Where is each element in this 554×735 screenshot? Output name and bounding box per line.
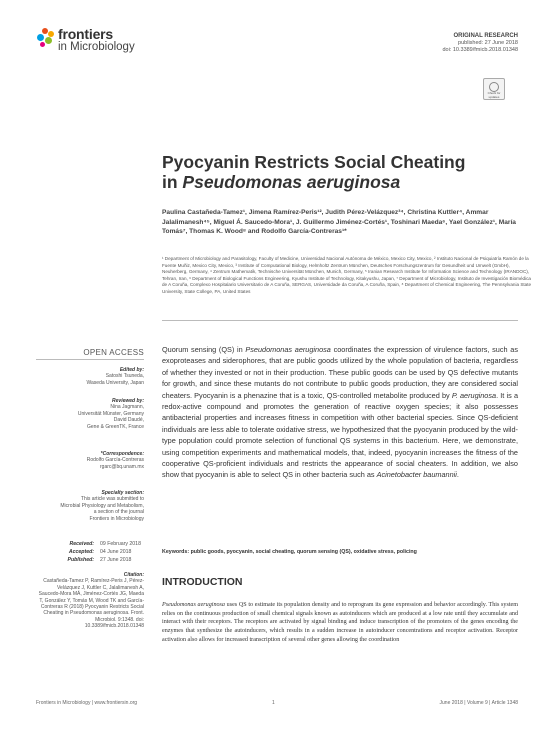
accepted-label: Accepted:	[68, 549, 94, 556]
badge-label: Check for updates	[487, 91, 501, 99]
title-line2-prefix: in	[162, 172, 183, 192]
keywords-text: public goods, pyocyanin, social cheating, quorum sensing (QS), oxidative stress, policing	[189, 549, 417, 555]
abstract	[162, 344, 518, 481]
introduction-text	[162, 601, 518, 645]
correspondence-contact[interactable]: Rodolfo García-Contreras rgarc@bq.unam.mx	[86, 457, 144, 470]
section-heading-introduction: INTRODUCTION	[162, 576, 243, 588]
journal-name-line2: in Microbiology	[58, 41, 135, 53]
citation-label: Citation:	[123, 572, 144, 578]
specialty-block	[36, 490, 144, 522]
specialty-text: This article was submitted to Microbial Physiology and Metabolism, a section of the journal Frontiers in Microbiology	[60, 496, 144, 522]
reviewed-by-block	[36, 398, 144, 430]
specialty-label: Specialty section:	[101, 490, 144, 496]
divider	[162, 320, 518, 321]
editor: Satoshi Tsuneda, Waseda University, Japan	[86, 373, 144, 386]
journal-name-line1: frontiers	[58, 26, 113, 42]
edited-by-label: Edited by:	[119, 367, 144, 373]
footer-journal[interactable]: Frontiers in Microbiology | www.frontiersin.org	[36, 700, 138, 706]
abstract-part4: .	[456, 470, 459, 480]
open-access-label: OPEN ACCESS	[83, 348, 144, 357]
intro-species: Pseudomonas aeruginosa	[162, 602, 225, 608]
journal-logo	[36, 26, 156, 56]
sidebar-divider	[36, 359, 144, 360]
article-title	[162, 152, 532, 192]
article-type: ORIGINAL RESEARCH	[453, 33, 518, 39]
page-number: 1	[272, 700, 275, 706]
intro-body: uses QS to estimate its population density and to reprogram its gene expression and behavior accordingly. This system relies on the continuous production of small chemical signals known as autoinducers which are produced at a low rate until they accumulate and interact with their receptors. The receptors are activated by signal binding and induce transcription of the promoters of the genes encoding the enzymes that synthesize the autoinducers, which results in a sudden increase in autoinducer concentrations and receptor activation. Receptor activation also allows for increased transcription of several other genes allowing the coordination	[162, 602, 518, 643]
author-list: Paulina Castañeda-Tamez¹, Jimena Ramírez-Peris¹², Judith Pérez-Velázquez³⁴, Christina Kuttler⁴, Ammar Jalalimanesh⁴⁵, Miguel Á. Saucedo-Mora¹, J. Guillermo Jiménez-Cortés¹, Toshinari Maeda⁶, Yael González¹, María Tomás⁷, Thomas K. Wood⁸ and Rodolfo García-Contreras¹*	[162, 209, 516, 236]
edited-by-block	[36, 367, 144, 386]
abstract-species1: Pseudomonas aeruginosa	[245, 345, 331, 354]
correspondence-block	[36, 451, 144, 470]
doi-link[interactable]: doi: 10.3389/fmicb.2018.01348	[442, 47, 518, 53]
title-line2-species: Pseudomonas aeruginosa	[182, 172, 401, 192]
received-label: Received:	[69, 541, 94, 547]
accepted-date: 04 June 2018	[100, 549, 132, 556]
received-date: 09 February 2018	[100, 541, 141, 547]
citation-block	[36, 572, 144, 630]
correspondence-label: *Correspondence:	[100, 451, 144, 457]
abstract-part2: coordinates the expression of virulence factors, such as exoproteases and siderophores, that are public goods utilized by the whole population of bacteria, regardless of whether they invested or not in their production. These public goods can be used by QS defective mutants for growth, and since these mutants do not contribute to public goods production, they are considered social cheaters. Pyocyanin is a phenazine that is a toxic, QS-controlled metabolite produced by	[162, 345, 518, 400]
published-label: Published:	[67, 557, 94, 564]
article-header	[442, 33, 518, 54]
abstract-part3: . It is a redox-active compound and promotes the generation of reactive oxygen species; it also possesses antibacterial properties and increases fitness in competition with other bacterial species. Since QS-deficient individuals are less able to tolerate oxidative stress, we hypothesized that the pyocyanin produced by the wild-type population could promote selection of functional QS systems in this bacterium. Here, we demonstrate, using competition experiments and mathematical models, that, indeed, pyocyanin increases the fitness of the cooperative QS-proficient individuals and restricts the appearance of social cheaters. In addition, we also show that pyocyanin is able to select QS in other bacteria such as	[162, 390, 518, 480]
abstract-species3: Acinetobacter baumannii	[376, 470, 457, 480]
title-line1: Pyocyanin Restricts Social Cheating	[162, 152, 466, 172]
published-date: published: 27 June 2018	[458, 40, 518, 46]
abstract-species2: P. aeruginosa	[451, 390, 497, 400]
abstract-part1: Quorum sensing (QS) in	[162, 345, 246, 354]
citation-text: Castañeda-Tamez P, Ramírez-Peris J, Pérez-Velázquez J, Kuttler C, Jalalimanesh A, Saucedo-Mora MÁ, Jiménez-Cortés JG, Maeda T, González Y, Tomás M, Wood TK and García-Contreras R (2018) Pyocyanin Restricts Social Cheating in Pseudomonas aeruginosa. Front. Microbiol. 9:1348. doi: 10.3389/fmicb.2018.01348	[38, 578, 144, 630]
dates-block	[36, 540, 144, 565]
check-for-updates-badge[interactable]	[483, 78, 505, 100]
keywords	[162, 549, 518, 555]
keywords-label: Keywords:	[162, 549, 190, 555]
footer-volume: June 2018 | Volume 9 | Article 1348	[439, 700, 518, 706]
frontiers-logo-icon	[36, 28, 58, 50]
reviewed-by-label: Reviewed by:	[112, 398, 144, 404]
reviewers: Nina Jagmann, Universität Münster, Germany David Daudé, Gene & GreenTK, France	[77, 404, 144, 430]
sidebar-published-date: 27 June 2018	[100, 557, 132, 564]
affiliations: ¹ Department of Microbiology and Parasitology, Faculty of Medicine, Universidad Nacional Autónoma de México, Mexico City, Mexico, ² Instituto Nacional de Psiquiatría Ramón de la Fuente Muñiz, Mexico City, Mexico, ³ Institute of Computational Biology, Helmholtz Zentrum München, Deutsches Forschungszentrum für Gesundheit und Umwelt (GmbH), Neuherberg, Germany, ⁴ Zentrum Mathematik, Technische Universität München, Munich, Germany, ⁵ Iranian Research Institute for Information Science and Technology (IRANDOC), Tehran, Iran, ⁶ Department of Biological Functions Engineering, Kyushu Institute of Technology, Kitakyushu, Japan, ⁷ Department of Microbiology, Instituto de Investigación Biomédica de A Coruña, Complexo Hospitalario Universitario de A Coruña, SERGAS, Universidade da Coruña, A Coruña, Spain, ⁸ Department of Chemical Engineering, The Pennsylvania State University, State College, PA, United States	[162, 256, 532, 294]
